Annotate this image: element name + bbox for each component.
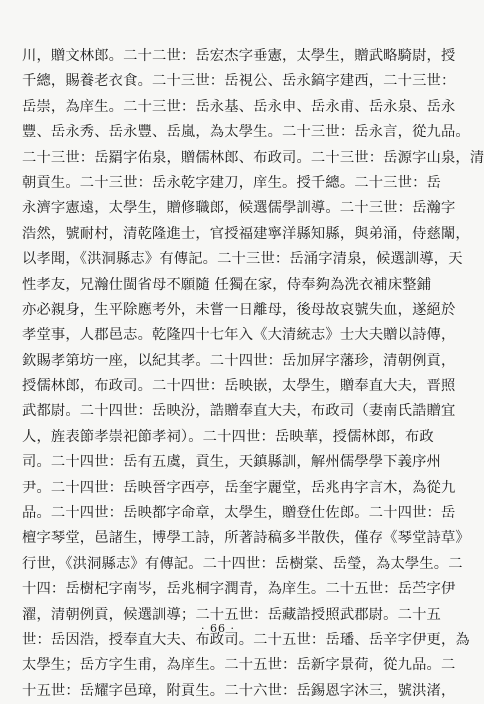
text-line: 濯，清朝例貢，候選訓導；二十五世：岳藏誥授照武郡尉。二十五 bbox=[22, 606, 441, 623]
text-line: 以孝聞，《洪洞縣志》有傳記。二十三世：岳涌字清泉，候選訓導，天 bbox=[22, 251, 463, 268]
text-line: 授儒林郎，布政司。二十四世：岳映嵌，太學生，贈奉直大夫，晋照 bbox=[22, 378, 456, 395]
text-line: 品。二十四世：岳映都字命章，太學生，贈登仕佐郎。二十四世：岳 bbox=[22, 505, 456, 522]
text-line: 性孝友，兄瀚仕閩省母不願隨 任獨在家，侍奉夠為洗衣補床整鋪 bbox=[22, 276, 432, 293]
text-line: 人，旌表節孝崇祀節孝祠）。二十四世：岳映華，授儒林郎，布政 bbox=[22, 428, 434, 445]
text-line: 孝堂事，人郡邑志。乾隆四十七年入《大清統志》士大夫贈以詩傳， bbox=[22, 327, 456, 344]
document-text-block bbox=[22, 44, 484, 704]
text-line: 永濟字憲遠，太學生，贈修職郎，候選儒學訓導。二十三世：岳瀚字 bbox=[22, 200, 456, 217]
text-line: 岳崇，為庠生。二十三世：岳永基、岳永申、岳永甫、岳永泉、岳永 bbox=[22, 98, 456, 115]
text-line: 千總，賜養老衣食。二十三世：岳視公、岳永鎬字建西，二十三世： bbox=[22, 73, 456, 90]
text-line: 亦必親身，生平除應考外，未嘗一日離母，後母故哀號失血，遂絕於 bbox=[22, 301, 456, 318]
text-line: 檀字琴堂，邑諸生，博學工詩，所著詩稿多半散佚，僅存《琴堂詩草》 bbox=[22, 530, 470, 547]
text-line: 十五世：岳耀字邑璋，附貢生。二十六世：岳錫恩字沐三，號洪渚， bbox=[22, 682, 456, 699]
text-line: 十四：岳樹杞字南岑，岳兆桐字潤青，為庠生。二十五世：岳苎字伊 bbox=[22, 581, 456, 598]
text-line: 朝貢生。二十三世：岳永乾字建刀，庠生。授千總。二十三世：岳 bbox=[22, 174, 441, 191]
text-line: 浩然，號耐村，清乾隆進士，官授福建寧洋縣知縣，與弟涌，侍慈闈， bbox=[22, 225, 470, 242]
text-line: 川，贈文林郎。二十二世：岳宏杰字垂憲，太學生，贈武略騎尉，授 bbox=[22, 48, 456, 64]
text-line: 欽賜孝第坊一座，以紀其孝。二十四世：岳加屏字藩珍，清朝例貢， bbox=[22, 352, 456, 369]
text-line: 尹。二十四世：岳映晉字西亭，岳奎字麗堂，岳兆冉字言木，為從九 bbox=[22, 479, 456, 496]
text-line: 世：岳因浩，授奉直大夫、布政司。二十五世：岳璠、岳辛字伊更，為 bbox=[22, 631, 470, 648]
text-line: 豐、岳永秀、岳永豐、岳嵐，為太學生。二十三世：岳永言，從九品。 bbox=[22, 124, 470, 141]
text-line: 司。二十四世：岳有五虞，貢生，天鎮縣訓，解州儒學學下義序州 bbox=[22, 454, 441, 471]
text-line: 行世，《洪洞縣志》有傳記。二十四世：岳樹棠、岳瑩，為太學生。二 bbox=[22, 555, 463, 572]
text-line: 太學生；岳方字生甫，為庠生。二十五世：岳新字景荷，從九品。二 bbox=[22, 657, 456, 674]
text-line: 武都尉。二十四世：岳映汾，誥贈奉直大夫，布政司（妻南氏誥贈宜 bbox=[22, 403, 456, 420]
text-line: 二十三世：岳羂字佑泉，贈儒林郎、布政司。二十三世：岳源字山泉，清 bbox=[22, 149, 484, 166]
page-number: · 66 · bbox=[201, 622, 235, 635]
